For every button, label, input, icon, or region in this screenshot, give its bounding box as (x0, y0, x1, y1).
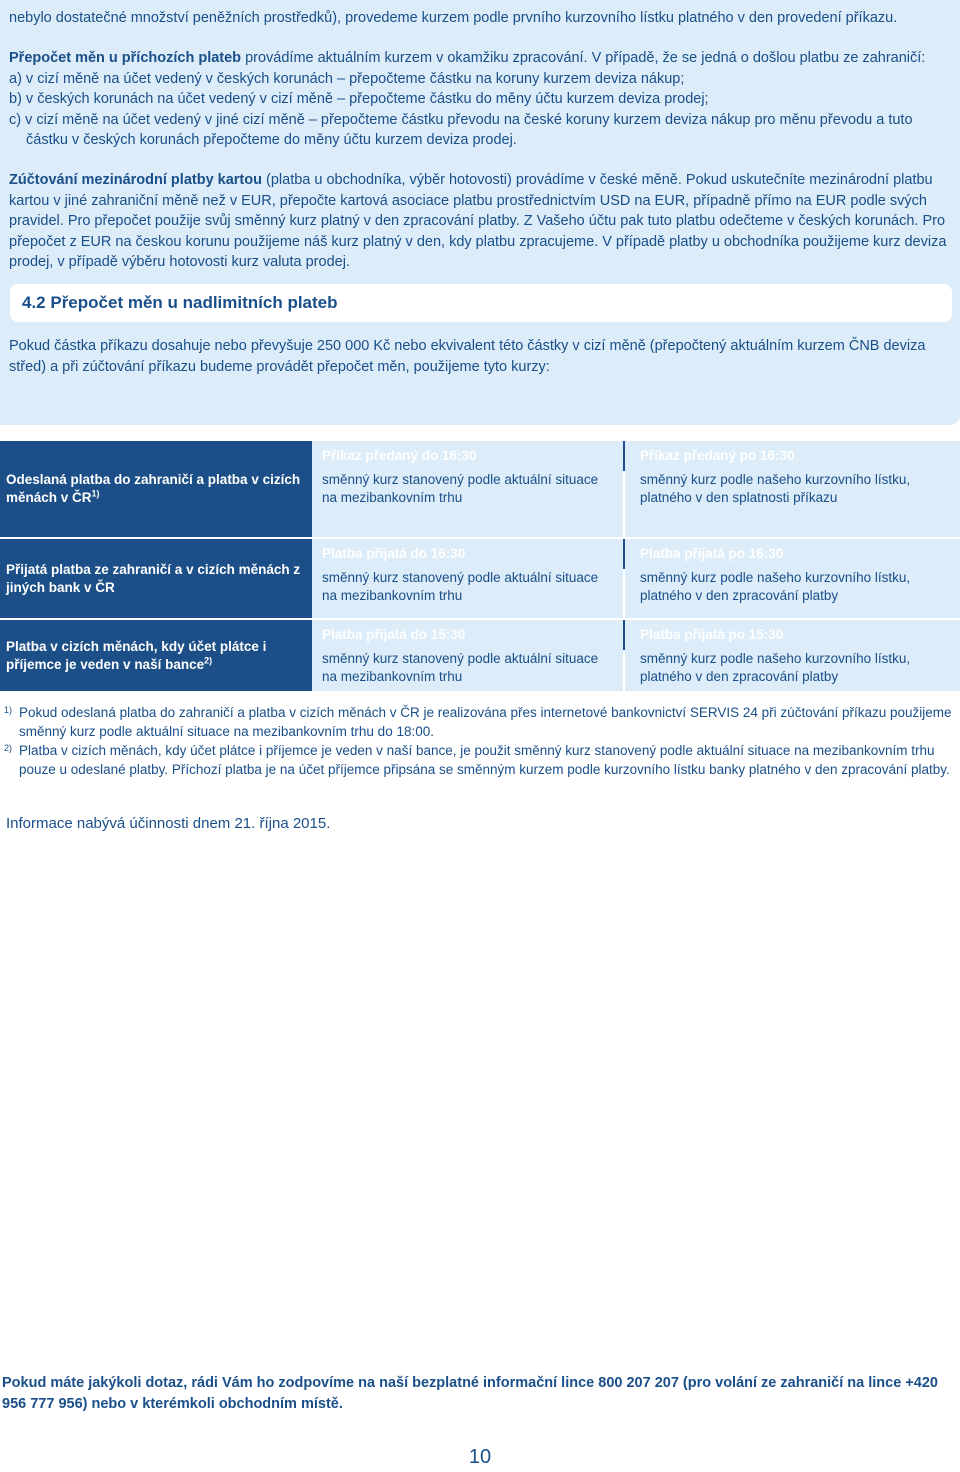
column-header: Platba přijatá po 15:30 (640, 627, 784, 642)
card-payments-paragraph (9, 170, 952, 272)
row-label (0, 441, 312, 537)
incoming-payments-term: Přepočet měn u příchozích plateb (9, 50, 242, 67)
row-label (0, 539, 312, 618)
column-header: Platba přijatá po 16:30 (640, 546, 784, 561)
info-panel (0, 0, 960, 425)
cell-text: směnný kurz stanovený podle aktuální situace na mezibankovním trhu (322, 651, 599, 684)
row-label-text: Přijatá platba ze zahraničí a v cizích měnách z jiných bank v ČR (6, 561, 301, 595)
cell-text: směnný kurz podle našeho kurzovního lístku, platného v den zpracování platby (640, 570, 911, 603)
cell-text: směnný kurz podle našeho kurzovního lístku, platného v den splatnosti příkazu (640, 472, 911, 505)
list-item-c: c) v cizí měně na účet vedený v jiné cizí měně – přepočteme částku převodu na české koruny kurzem deviza nákup pro měnu převodu a tuto částku v českých korunách přepočteme do měny účtu kurzem deviza prodej. (9, 111, 913, 149)
row-label (0, 620, 312, 691)
column-header: Příkaz předaný po 16:30 (640, 448, 795, 463)
section-heading: 4.2 Přepočet měn u nadlimitních plateb (10, 284, 952, 322)
table-cell (312, 539, 623, 618)
table-row (0, 539, 960, 618)
cell-text: směnný kurz podle našeho kurzovního lístku, platného v den zpracování platby (640, 651, 911, 684)
footnote-mark: 2) (4, 743, 13, 753)
effective-date-notice: Informace nabývá účinnosti dnem 21. října 2015. (6, 815, 331, 832)
row-label-footnote-mark: 2) (204, 655, 213, 665)
row-label-text: Platba v cizích měnách, kdy účet plátce i příjemce je veden v naší bance (6, 638, 267, 672)
table-cell (625, 441, 960, 537)
contact-info: Pokud máte jakýkoli dotaz, rádi Vám ho zodpovíme na naší bezplatné informační lince 800 207 207 (pro volání ze zahraničí na lince +420 956 777 956) nebo v kterémkoli obchodním místě. (2, 1375, 938, 1412)
intro-paragraph-1: nebylo dostatečné množství peněžních prostředků), provedeme kurzem podle prvního kurzovního lístku platného v den provedení příkazu. (9, 10, 898, 26)
cell-text: směnný kurz stanovený podle aktuální situace na mezibankovním trhu (322, 472, 599, 505)
table-row (0, 441, 960, 537)
footnote (0, 741, 960, 779)
row-label-footnote-mark: 1) (91, 488, 100, 499)
table-cell (625, 620, 960, 691)
table-cell (312, 620, 623, 691)
column-header: Příkaz předaný do 16:30 (322, 448, 477, 463)
footnote (0, 703, 960, 741)
column-header: Platba přijatá do 16:30 (322, 546, 466, 561)
table-cell (312, 441, 623, 537)
page-number: 10 (468, 1446, 492, 1468)
footnotes (0, 703, 960, 779)
footnote-mark: 1) (4, 705, 13, 715)
table-cell (625, 539, 960, 618)
incoming-payments-paragraph (9, 48, 952, 68)
list-item-a: a) v cizí měně na účet vedený v českých korunách – přepočteme částku na koruny kurzem deviza nákup; (9, 70, 685, 87)
incoming-payments-text: provádíme aktuálním kurzem v okamžiku zpracování. V případě, že se jedná o došlou platbu ze zahraničí: (241, 50, 926, 67)
row-label-text: Odeslaná platba do zahraničí a platba v cizích měnách v ČR (6, 472, 301, 505)
table-row (0, 620, 960, 691)
cell-text: směnný kurz stanovený podle aktuální situace na mezibankovním trhu (322, 570, 599, 603)
footnote-text: Pokud odeslaná platba do zahraničí a platba v cizích měnách v ČR je realizována přes internetové bankovnictví SERVIS 24 při zúčtování příkazu použijeme směnný kurz podle aktuální situace na mezibankovním trhu do 18:00. (19, 705, 952, 739)
section-text: Pokud částka příkazu dosahuje nebo převyšuje 250 000 Kč nebo ekvivalent této částky v cizí měně (přepočtený aktuálním kurzem ČNB deviza střed) a při zúčtování příkazu budeme provádět přepočet měn, použijeme tyto kurzy: (9, 338, 926, 375)
card-payments-term: Zúčtování mezinárodní platby kartou (9, 172, 262, 189)
footnote-text: Platba v cizích měnách, kdy účet plátce i příjemce je veden v naší bance, je použit směnný kurz stanovený podle aktuální situace na mezibankovním trhu pouze u odeslané platby. Příchozí platba je na účet příjemce připsána se směnným kurzem podle kurzovního lístku banky platného v den zpracování platby. (19, 743, 950, 777)
card-payments-text: (platba u obchodníka, výběr hotovosti) provádíme v české měně. Pokud uskutečníte mezinárodní platbu kartou v jiné zahraniční měně než v EUR, přepočte kartová asociace platbu prostřednictvím USD na EUR, případně přímo na EUR podle svých pravidel. Pro přepočet použije svůj směnný kurz platný v den zpracování platby. Z Vašeho účtu pak tuto platbu odečteme v českých korunách. Pro přepočet z EUR na českou korunu použijeme náš kurz platný v den, kdy platbu zpracujeme. V případě platby u obchodníka použijeme kurz deviza prodej, v případě výběru hotovosti kurz valuta prodej. (9, 172, 947, 271)
column-header: Platba přijatá do 15:30 (322, 627, 466, 642)
list-item-b: b) v českých korunách na účet vedený v cizí měně – přepočteme částku do měny účtu kurzem deviza prodej; (9, 91, 709, 108)
